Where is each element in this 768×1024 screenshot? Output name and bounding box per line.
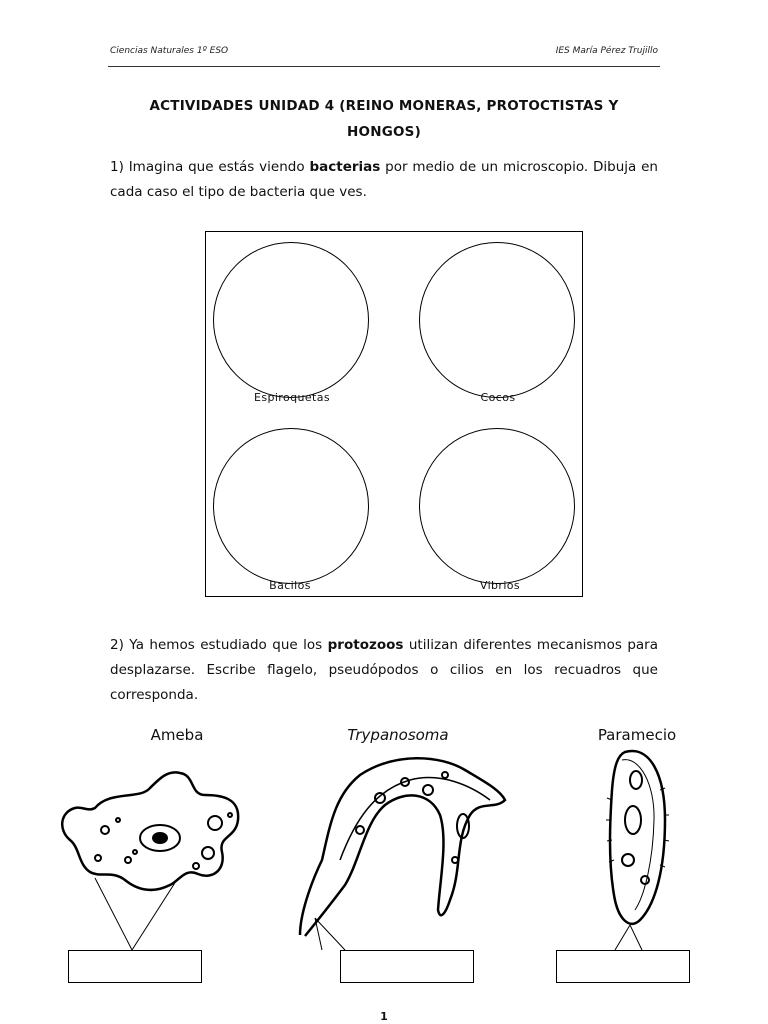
q2-suffix: utilizan diferentes mecanismos para desplazarse. Escribe flagelo, pseudópodos o cilios en los recuadros que corresponda. xyxy=(110,637,658,703)
q1-suffix: por medio de un microscopio. Dibuja en cada caso el tipo de bacteria que ves. xyxy=(110,159,658,200)
q2-prefix: 2) Ya hemos estudiado que los xyxy=(110,637,328,653)
page-number: 1 xyxy=(380,1010,388,1023)
q2-keyword: protozoos xyxy=(327,637,404,653)
label-cocos: Cocos xyxy=(480,391,516,404)
trypanosoma-illustration xyxy=(300,758,505,950)
label-bacilos: Bacilos xyxy=(269,579,311,592)
answer-box-ameba[interactable] xyxy=(68,950,202,983)
answer-box-paramecio[interactable] xyxy=(556,950,690,983)
title-line-2: HONGOS) xyxy=(347,124,421,140)
q1-prefix: 1) Imagina que estás viendo xyxy=(110,159,310,175)
label-espiroquetas: Espiroquetas xyxy=(253,391,331,404)
q1-keyword: bacterias xyxy=(309,159,381,175)
organism-title-paramecio: Paramecio xyxy=(597,726,677,744)
organism-title-ameba: Ameba xyxy=(150,726,204,744)
title-line-1: ACTIVIDADES UNIDAD 4 (REINO MONERAS, PROTOCTISTAS Y xyxy=(149,98,619,114)
organism-title-trypanosoma: Trypanosoma xyxy=(347,726,449,744)
ameba-illustration xyxy=(62,772,238,950)
answer-box-trypanosoma[interactable] xyxy=(340,950,474,983)
header-left: Ciencias Naturales 1º ESO xyxy=(110,46,229,56)
header-right: IES María Pérez Trujillo xyxy=(555,46,658,56)
label-vibrios: Vibrios xyxy=(479,579,521,592)
paramecio-illustration xyxy=(606,751,669,950)
